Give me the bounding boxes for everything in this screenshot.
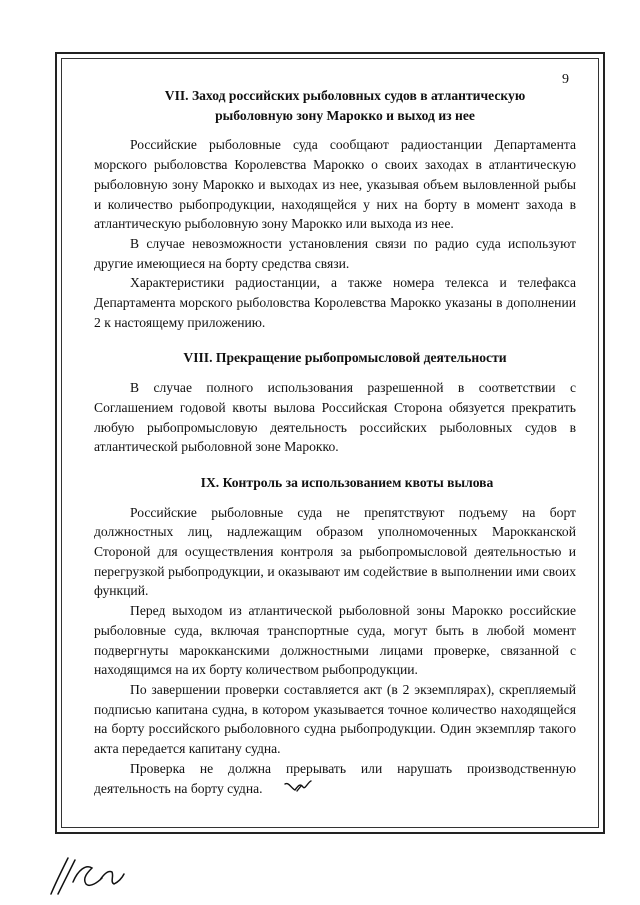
section-ix-paragraph: Российские рыболовные суда не препятствуют подъему на борт должностных лиц, надлежащим образом уполномоченных Марокканской Стороной для осуществления контроля за рыбопромысловой деятельностью и перегрузкой рыбопродукции, и оказывают им содействие в выполнении ими своих функций. <box>94 504 576 599</box>
document-body <box>94 66 576 798</box>
initials-signature-mark <box>283 778 323 798</box>
section-viii-paragraph: В случае полного использования разрешенной в соответствии с Соглашением годовой квоты вылова Российская Сторона обязуется прекратить любую рыбопромысловую деятельность российских рыболовных судов в атлантической рыболовной зоне Марокко. <box>94 380 576 455</box>
section-ix-paragraph: По завершении проверки составляется акт (в 2 экземплярах), скрепляемый подписью капитана судна, в котором указывается точное количество находящейся на борту российского рыболовного судна рыбопродукции. Один экземпляр такого акта передается капитану судна. <box>94 681 576 757</box>
section-vii-paragraph: Характеристики радиостанции, а также номера телекса и телефакса Департамента морского рыболовства Королевства Марокко указаны в дополнении 2 к настоящему приложению. <box>94 275 576 330</box>
section-vii-paragraph: Российские рыболовные суда сообщают радиостанции Департамента морского рыболовства Королевства Марокко о своих заходах в атлантическую рыболовную зону Марокко и выходах из нее, указывая объем выловленной рыбы и количество рыбопродукции, находящейся у них на борту в момент захода в атлантическую рыболовную зону Марокко или выхода из нее. <box>94 137 576 232</box>
section-vii-paragraph: В случае невозможности установления связи по радио суда используют другие имеющиеся на борту средства связи. <box>94 235 576 271</box>
section-viii-heading: VIII. Прекращение рыбопромысловой деятельности <box>183 350 507 366</box>
section-ix-paragraph: Перед выходом из атлантической рыболовной зоны Марокко российские рыболовные суда, включая транспортные суда, могут быть в любой момент подвергнуты марокканскими должностными лицами проверке, связанной с находящимся на их борту количеством рыбопродукции. <box>94 603 576 678</box>
section-ix-paragraph: Проверка не должна прерывать или нарушать производственную деятельность на борту судна. <box>94 760 576 796</box>
section-vii-heading-line1: VII. Заход российских рыболовных судов в атлантическую <box>164 88 526 103</box>
section-vii-heading <box>94 86 576 125</box>
section-ix-heading: IX. Контроль за использованием квоты вылова <box>200 474 494 490</box>
page-number: 9 <box>562 72 569 87</box>
section-vii-heading-line2: рыболовную зону Марокко и выход из нее <box>215 107 475 123</box>
handwritten-signature <box>48 852 128 898</box>
